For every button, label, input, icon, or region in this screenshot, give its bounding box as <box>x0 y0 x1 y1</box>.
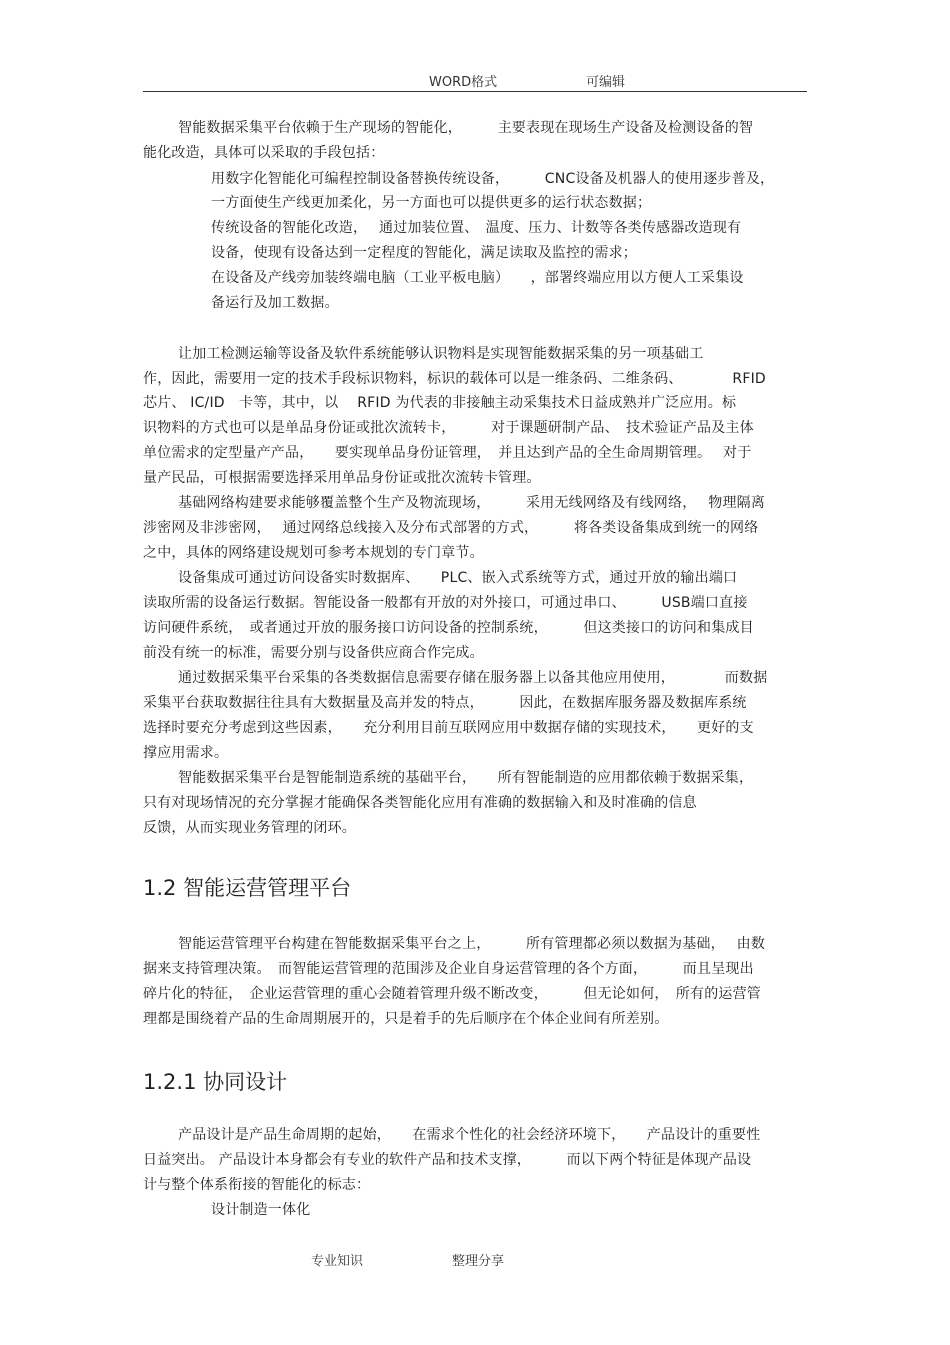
paragraph-line: 让加工检测运输等设备及软件系统能够认识物料是实现智能数据采集的另一项基础工 <box>178 346 704 362</box>
paragraph-line: 读取所需的设备运行数据。智能设备一般都有开放的对外接口，可通过串口、 USB端口直接 <box>143 595 748 611</box>
list-line: 在设备及产线旁加装终端电脑（工业平板电脑） ，部署终端应用以方便人工采集设 <box>211 270 744 286</box>
page-header <box>143 68 807 90</box>
paragraph-line: 之中，具体的网络建设规划可参考本规划的专门章节。 <box>143 545 484 561</box>
paragraph-line: 涉密网及非涉密网， 通过网络总线接入及分布式部署的方式， 将各类设备集成到统一的网络 <box>143 520 759 536</box>
paragraph-line: 产品设计是产品生命周期的起始， 在需求个性化的社会经济环境下， 产品设计的重要性 <box>178 1127 761 1143</box>
paragraph-line: 智能运营管理平台构建在智能数据采集平台之上， 所有管理都必须以数据为基础， 由数 <box>178 936 766 952</box>
paragraph-line: 据来支持管理决策。 而智能运营管理的范围涉及企业自身运营管理的各个方面， 而且呈现出 <box>143 961 754 977</box>
paragraph-line: 撑应用需求。 <box>143 745 229 761</box>
section-heading: 1.2 智能运营管理平台 <box>143 876 352 900</box>
paragraph-line: 只有对现场情况的充分掌握才能确保各类智能化应用有准确的数据输入和及时准确的信息 <box>143 795 697 811</box>
list-line: 传统设备的智能化改造， 通过加装位置、 温度、压力、计数等各类传感器改造现有 <box>211 220 742 236</box>
paragraph-line: 单位需求的定型量产产品， 要实现单品身份证管理， 并且达到产品的全生命周期管理。 对于 <box>143 445 752 461</box>
footer-left-label: 专业知识 <box>311 1254 364 1269</box>
paragraph-line: 基础网络构建要求能够覆盖整个生产及物流现场， 采用无线网络及有线网络， 物理隔离 <box>178 495 766 511</box>
paragraph-line: 选择时要充分考虑到这些因素， 充分利用目前互联网应用中数据存储的实现技术， 更好的支 <box>143 720 754 736</box>
paragraph-line: 通过数据采集平台采集的各类数据信息需要存储在服务器上以备其他应用使用， 而数据 <box>178 670 768 686</box>
header-editable-label: 可编辑 <box>586 75 626 90</box>
paragraph-line: 智能数据采集平台依赖于生产现场的智能化， 主要表现在现场生产设备及检测设备的智 <box>178 120 754 136</box>
paragraph-line: 作，因此，需要用一定的技术手段标识物料，标识的载体可以是一维条码、二维条码、 RFID <box>143 371 766 387</box>
paragraph-line: 量产民品，可根据需要选择采用单品身份证或批次流转卡管理。 <box>143 470 541 486</box>
paragraph-line: 识物料的方式也可以是单品身份证或批次流转卡， 对于课题研制产品、 技术验证产品及主体 <box>143 420 754 436</box>
paragraph-line: 计与整个体系衔接的智能化的标志： <box>143 1177 371 1193</box>
paragraph-line: 日益突出。 产品设计本身都会有专业的软件产品和技术支撑， 而以下两个特征是体现产品设 <box>143 1152 752 1168</box>
paragraph-line: 能化改造，具体可以采取的手段包括： <box>143 145 385 161</box>
header-format-label: WORD格式 <box>429 75 498 90</box>
paragraph-line: 理都是围绕着产品的生命周期展开的，只是着手的先后顺序在个体企业间有所差别。 <box>143 1011 669 1027</box>
paragraph-line: 芯片、 IC/ID 卡等，其中，以 RFID 为代表的非接触主动采集技术日益成熟并广泛应用。标 <box>143 395 737 411</box>
paragraph-line: 前没有统一的标准，需要分别与设备供应商合作完成。 <box>143 645 484 661</box>
list-line: 设备，使现有设备达到一定程度的智能化，满足读取及监控的需求； <box>211 245 637 261</box>
list-line: 备运行及加工数据。 <box>211 295 339 311</box>
paragraph-line: 访问硬件系统， 或者通过开放的服务接口访问设备的控制系统， 但这类接口的访问和集成目 <box>143 620 754 636</box>
header-rule <box>143 91 807 92</box>
list-line: 设计制造一体化 <box>211 1202 311 1218</box>
footer-right-label: 整理分享 <box>452 1254 505 1269</box>
paragraph-line: 采集平台获取数据往往具有大数据量及高并发的特点， 因此，在数据库服务器及数据库系统 <box>143 695 747 711</box>
paragraph-line: 设备集成可通过访问设备实时数据库、 PLC、嵌入式系统等方式，通过开放的输出端口 <box>178 570 738 586</box>
list-line: 一方面使生产线更加柔化，另一方面也可以提供更多的运行状态数据； <box>211 195 652 211</box>
subsection-heading: 1.2.1 协同设计 <box>143 1070 288 1094</box>
paragraph-line: 碎片化的特征， 企业运营管理的重心会随着管理升级不断改变， 但无论如何， 所有的运营管 <box>143 986 761 1002</box>
paragraph-line: 智能数据采集平台是智能制造系统的基础平台， 所有智能制造的应用都依赖于数据采集， <box>178 770 754 786</box>
list-line: 用数字化智能化可编程控制设备替换传统设备， CNC设备及机器人的使用逐步普及， <box>211 171 775 187</box>
paragraph-line: 反馈，从而实现业务管理的闭环。 <box>143 820 356 836</box>
